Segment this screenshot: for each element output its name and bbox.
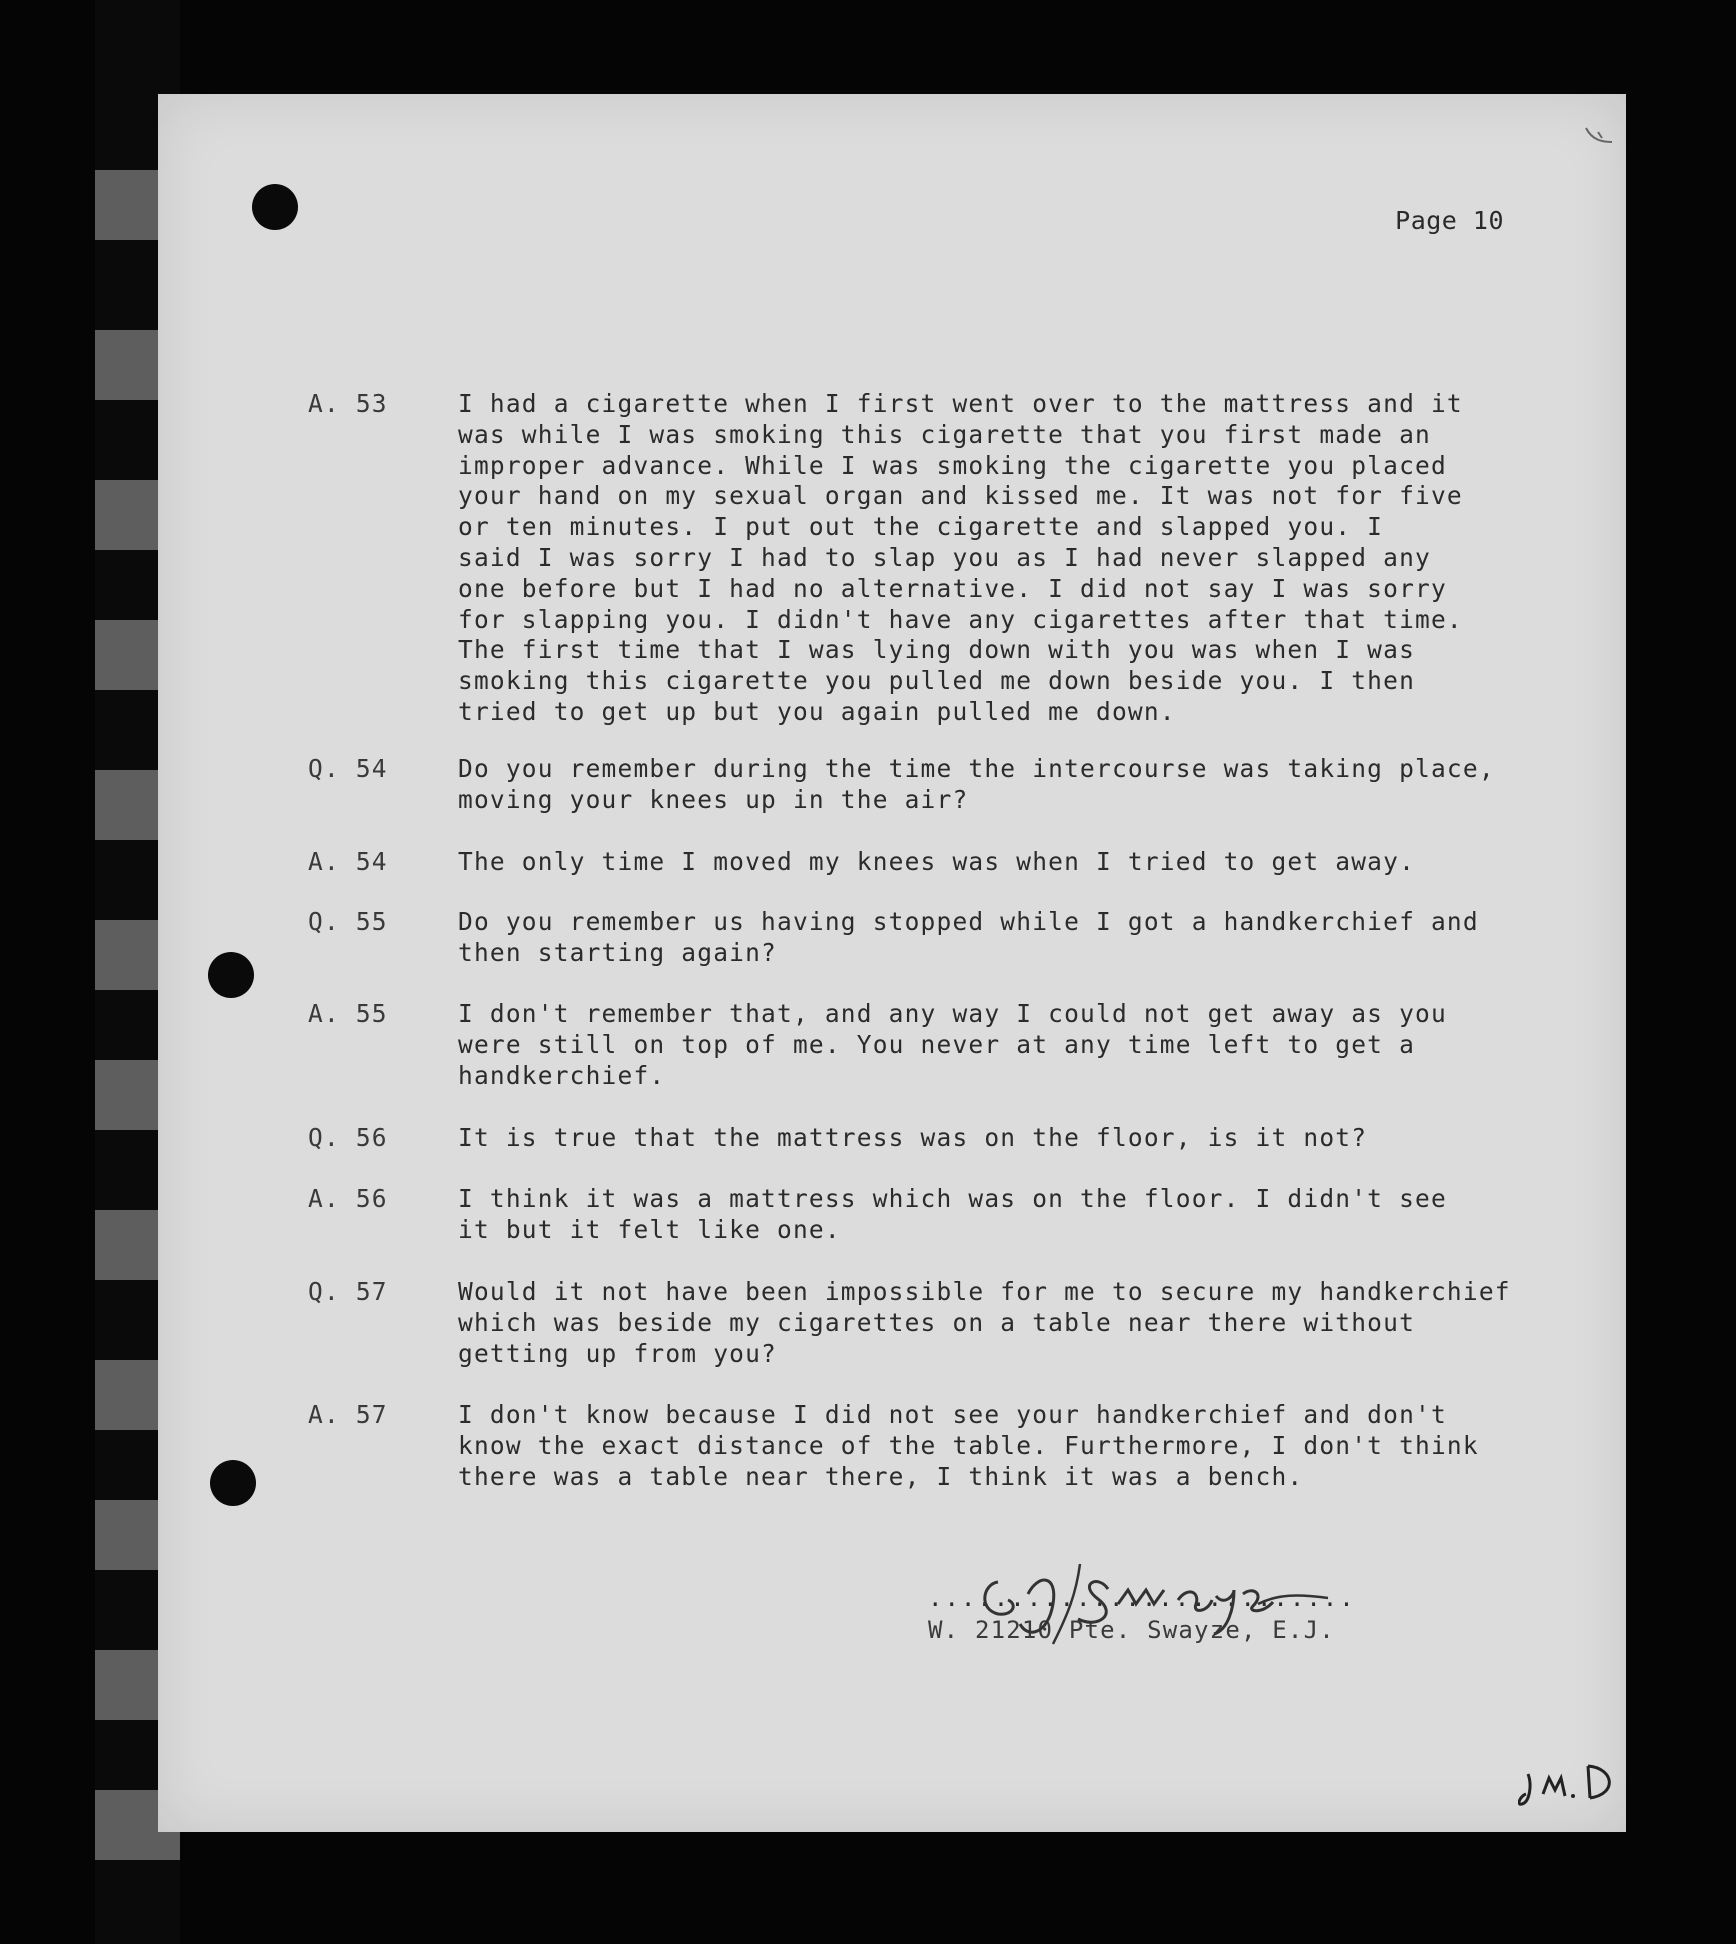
qa-entry <box>308 1184 1548 1246</box>
signature-line: .......................... <box>928 1584 1356 1612</box>
qa-label: Q. 55 <box>308 907 388 936</box>
qa-text: The only time I moved my knees was when I tried to get away. <box>458 847 1416 876</box>
qa-entry <box>308 1277 1548 1369</box>
qa-text: I don't know because I did not see your handkerchief and don't know the exact distance of the table. Furthermore, I don't think there was a table near there, I think it was a bench. <box>458 1400 1479 1491</box>
punch-hole <box>208 952 254 998</box>
qa-label: A. 55 <box>308 999 388 1028</box>
qa-label: A. 57 <box>308 1400 388 1429</box>
qa-entry <box>308 999 1548 1091</box>
qa-entry <box>308 1400 1548 1492</box>
qa-entry <box>308 389 1548 728</box>
punch-hole <box>210 1460 256 1506</box>
handwritten-signature <box>958 1534 1388 1654</box>
qa-label: A. 54 <box>308 847 388 876</box>
qa-text: It is true that the mattress was on the floor, is it not? <box>458 1123 1368 1152</box>
corner-mark <box>1578 124 1618 154</box>
qa-text: I had a cigarette when I first went over to the mattress and it was while I was smoking this cigarette that you first made an improper advance. While I was smoking the cigarette you placed your hand on my sexual organ and kissed me. It was not for five or ten minutes. I put out the cigarette and slapped you. I said I was sorry I had to slap you as I had never slapped any one before but I had no alternative. I did not say I was sorry for slapping you. I didn't have any cigarettes after that time. The first time that I was lying down with you was when I was smoking this cigarette you pulled me down beside you. I then tried to get up but you again pulled me down. <box>458 389 1463 726</box>
qa-text: Do you remember us having stopped while I got a handkerchief and then starting again? <box>458 907 1479 967</box>
qa-label: Q. 57 <box>308 1277 388 1306</box>
qa-text: Would it not have been impossible for me to secure my handkerchief which was beside my cigarettes on a table near there without getting up from you? <box>458 1277 1511 1368</box>
signature-caption: W. 21210 Pte. Swayze, E.J. <box>928 1616 1335 1644</box>
qa-text: I don't remember that, and any way I could not get away as you were still on top of me. You never at any time left to get a handkerchief. <box>458 999 1447 1090</box>
qa-text: I think it was a mattress which was on the floor. I didn't see it but it felt like one. <box>458 1184 1447 1244</box>
qa-entry <box>308 1123 1548 1154</box>
page-number: Page 10 <box>1395 206 1504 235</box>
qa-label: A. 53 <box>308 389 388 418</box>
qa-label: A. 56 <box>308 1184 388 1213</box>
document-page <box>158 94 1626 1832</box>
qa-entry <box>308 907 1548 969</box>
qa-label: Q. 56 <box>308 1123 388 1152</box>
punch-hole <box>252 184 298 230</box>
qa-label: Q. 54 <box>308 754 388 783</box>
qa-entry <box>308 754 1548 816</box>
handwritten-initials <box>1518 1754 1628 1814</box>
qa-text: Do you remember during the time the intercourse was taking place, moving your knees up in the air? <box>458 754 1495 814</box>
qa-entry <box>308 847 1548 878</box>
